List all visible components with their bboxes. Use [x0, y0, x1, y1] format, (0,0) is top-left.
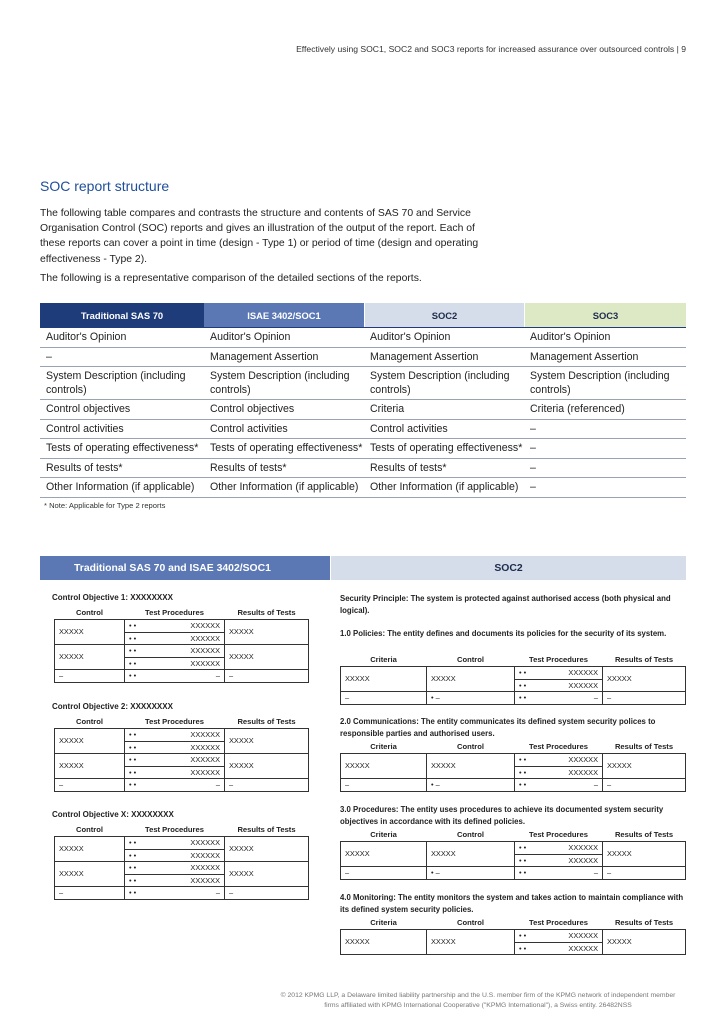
control-cell: XXXXX	[55, 861, 125, 886]
test-procedure-line	[515, 867, 602, 879]
table-row	[341, 778, 686, 791]
soc2-criteria-table	[340, 917, 686, 955]
table-row	[55, 778, 309, 791]
soc2-criteria-table	[340, 741, 686, 792]
footer-line: © 2012 KPMG LLP, a Delaware limited liability partnership and the U.S. member firm of the KPMG network of independent member	[280, 992, 676, 999]
comparison-cell: –	[530, 422, 536, 435]
test-procedure-value: XXXXXX	[190, 730, 220, 739]
control-cell: • –	[427, 691, 515, 704]
criteria-cell: –	[341, 778, 427, 791]
test-procedure-cell	[515, 666, 603, 691]
comparison-cell: Control objectives	[210, 403, 295, 415]
test-procedure-cell	[125, 836, 225, 861]
column-header: Control	[55, 607, 125, 619]
bullet-text: • •	[129, 755, 137, 764]
control-objective-table	[54, 824, 309, 900]
table-header-row	[341, 654, 686, 666]
column-header: Results of Tests	[225, 824, 309, 836]
test-procedure-cell	[125, 778, 225, 791]
test-procedure-line	[125, 645, 224, 657]
comparison-row	[40, 367, 686, 400]
test-procedure-value: XXXXXX	[190, 875, 220, 885]
test-procedure-line	[515, 667, 602, 679]
test-procedure-value: XXXXXX	[190, 838, 220, 847]
comparison-cell: –	[530, 481, 536, 493]
test-procedure-line	[125, 657, 224, 669]
criteria-cell: XXXXX	[341, 753, 427, 778]
test-procedure-value: –	[593, 868, 598, 877]
test-procedure-cell	[125, 619, 225, 644]
comparison-cell: Tests of operating effectiveness*	[210, 442, 363, 454]
test-procedure-value: –	[215, 671, 220, 680]
test-procedure-line	[125, 670, 224, 682]
test-procedure-line	[125, 779, 224, 791]
test-procedure-line	[515, 754, 602, 766]
bullet-text: • •	[519, 668, 527, 677]
table-row	[341, 929, 686, 954]
test-procedure-value: –	[215, 780, 220, 789]
comparison-row	[40, 400, 686, 420]
control-objective-table	[54, 607, 309, 683]
comparison-table	[40, 303, 686, 510]
result-cell: XXXXX	[225, 644, 309, 669]
intro-paragraph: The following is a representative comparison of the detailed sections of the reports.	[40, 272, 422, 284]
test-procedure-line	[515, 942, 602, 954]
soc2-item: 4.0 Monitoring: The entity monitors the system and takes action to maintain compliance with its defined system security policies.	[340, 893, 684, 914]
test-procedure-value: XXXXXX	[190, 658, 220, 668]
result-cell: XXXXX	[603, 929, 686, 954]
bullet-text: • •	[129, 671, 137, 680]
table-row	[55, 753, 309, 778]
column-header: Test Procedures	[515, 654, 603, 666]
bullet-text: • •	[519, 943, 527, 953]
footer-line: firms affiliated with KPMG International Cooperative ("KPMG International"), a Swiss entity. 26482NSS	[324, 1002, 632, 1009]
result-cell: XXXXX	[225, 836, 309, 861]
column-header: Test Procedures	[515, 917, 603, 929]
column-header: Criteria	[341, 829, 427, 841]
table-row	[341, 666, 686, 691]
footer	[262, 991, 694, 1011]
comparison-cell: Criteria	[370, 403, 405, 415]
test-procedure-value: –	[593, 780, 598, 789]
comparison-cell: System Description (including controls)	[210, 370, 350, 396]
section-title: SOC report structure	[40, 178, 170, 194]
test-procedure-line	[125, 741, 224, 753]
test-procedure-line	[125, 754, 224, 766]
column-header: Test Procedures	[125, 716, 225, 728]
column-header: Control	[55, 716, 125, 728]
test-procedure-cell	[125, 669, 225, 682]
header-soc2: SOC2	[364, 303, 524, 327]
table-header-row	[341, 829, 686, 841]
bullet-text: • •	[129, 621, 137, 630]
result-cell: XXXXX	[225, 753, 309, 778]
criteria-cell: XXXXX	[341, 841, 427, 866]
table-header-row	[55, 824, 309, 836]
comparison-cell: Management Assertion	[370, 350, 479, 363]
table-row	[55, 861, 309, 886]
result-cell: –	[225, 886, 309, 899]
comparison-cell: Control activities	[370, 422, 448, 435]
test-procedure-value: XXXXXX	[568, 767, 598, 777]
test-procedure-line	[515, 854, 602, 866]
test-procedure-line	[125, 766, 224, 778]
result-cell: XXXXX	[225, 728, 309, 753]
column-header: Results of Tests	[603, 917, 686, 929]
comparison-cell: –	[530, 442, 536, 454]
test-procedure-line	[125, 729, 224, 741]
intro-paragraph: The following table compares and contrasts the structure and contents of SAS 70 and Service Organisation Control (SOC) reports and gives an illustration of the output of the report. Each of these reports can cover a point in time (design - Type 1) or period of time (design and operating effectiveness - Type 2).	[40, 208, 479, 265]
test-procedure-cell	[515, 929, 603, 954]
test-procedure-line	[125, 862, 224, 874]
test-procedure-cell	[515, 691, 603, 704]
bullet-text: • •	[519, 868, 527, 877]
result-cell: XXXXX	[603, 753, 686, 778]
test-procedure-value: XXXXXX	[568, 855, 598, 865]
column-header: Test Procedures	[515, 829, 603, 841]
table-header-row	[341, 741, 686, 753]
control-cell: –	[55, 669, 125, 682]
column-header: Results of Tests	[603, 829, 686, 841]
bullet-text: • •	[519, 780, 527, 789]
test-procedure-value: XXXXXX	[190, 767, 220, 777]
comparison-row	[40, 439, 686, 459]
control-cell: XXXXX	[55, 836, 125, 861]
soc2-criteria-table	[340, 654, 686, 705]
column-header: Criteria	[341, 917, 427, 929]
control-cell: –	[55, 778, 125, 791]
illustration-band	[40, 556, 686, 580]
test-procedure-value: XXXXXX	[190, 755, 220, 764]
bullet-text: • •	[519, 767, 527, 777]
column-header: Test Procedures	[515, 741, 603, 753]
bullet-text: • •	[129, 850, 137, 860]
comparison-row	[40, 348, 686, 368]
test-procedure-cell	[125, 644, 225, 669]
test-procedure-value: XXXXXX	[568, 668, 598, 677]
test-procedure-line	[125, 849, 224, 861]
control-cell: –	[55, 886, 125, 899]
table-row	[55, 669, 309, 682]
test-procedure-value: XXXXXX	[568, 755, 598, 764]
control-cell: XXXXX	[427, 753, 515, 778]
test-procedure-cell	[515, 866, 603, 879]
bullet-text: • •	[129, 658, 137, 668]
table-row	[55, 644, 309, 669]
bullet-text: • •	[129, 838, 137, 847]
result-cell: XXXXX	[225, 619, 309, 644]
comparison-row	[40, 420, 686, 440]
test-procedure-cell	[515, 778, 603, 791]
comparison-cell: System Description (including controls)	[530, 370, 670, 396]
test-procedure-value: XXXXXX	[190, 850, 220, 860]
test-procedure-cell	[515, 753, 603, 778]
criteria-cell: XXXXX	[341, 929, 427, 954]
comparison-cell: Tests of operating effectiveness*	[46, 442, 199, 454]
test-procedure-value: XXXXXX	[568, 680, 598, 690]
comparison-cell: –	[46, 350, 52, 363]
column-header: Control	[427, 654, 515, 666]
comparison-cell: Management Assertion	[530, 350, 639, 363]
bullet-text: • •	[129, 767, 137, 777]
result-cell: XXXXX	[225, 861, 309, 886]
comparison-cell: Control objectives	[46, 403, 131, 415]
comparison-cell: Auditor's Opinion	[530, 331, 611, 343]
test-procedure-line	[125, 874, 224, 886]
table-row	[341, 753, 686, 778]
control-objective-title: Control Objective 2: XXXXXXXX	[52, 702, 173, 711]
bullet-text: • •	[519, 693, 527, 702]
comparison-cell: Management Assertion	[210, 350, 319, 363]
table-row	[341, 866, 686, 879]
test-procedure-cell	[125, 861, 225, 886]
control-cell: XXXXX	[55, 753, 125, 778]
soc2-item: 3.0 Procedures: The entity uses procedures to achieve its documented system security objectives in accordance with its defined policies.	[340, 805, 664, 826]
control-objective-title: Control Objective 1: XXXXXXXX	[52, 593, 173, 602]
column-header: Results of Tests	[225, 716, 309, 728]
comparison-cell: Results of tests*	[210, 461, 287, 474]
soc2-criteria-table	[340, 829, 686, 880]
control-cell: XXXXX	[427, 666, 515, 691]
test-procedure-value: XXXXXX	[568, 843, 598, 852]
test-procedure-value: XXXXXX	[190, 863, 220, 872]
result-cell: XXXXX	[603, 841, 686, 866]
column-header: Control	[427, 741, 515, 753]
result-cell: –	[225, 778, 309, 791]
test-procedure-line	[125, 837, 224, 849]
column-header: Results of Tests	[603, 654, 686, 666]
test-procedure-line	[125, 620, 224, 632]
control-cell: XXXXX	[55, 728, 125, 753]
criteria-cell: XXXXX	[341, 666, 427, 691]
bullet-text: • •	[519, 755, 527, 764]
control-objective-title: Control Objective X: XXXXXXXX	[52, 810, 174, 819]
test-procedure-line	[125, 632, 224, 644]
test-procedure-value: –	[215, 888, 220, 897]
comparison-cell: Results of tests*	[370, 461, 447, 474]
test-procedure-value: XXXXXX	[190, 633, 220, 643]
criteria-cell: –	[341, 866, 427, 879]
comparison-cell: Results of tests*	[46, 461, 123, 474]
control-objective-table	[54, 716, 309, 792]
table-header-row	[55, 716, 309, 728]
column-header: Results of Tests	[225, 607, 309, 619]
bullet-text: • •	[129, 888, 137, 897]
table-row	[55, 836, 309, 861]
header-soc3: SOC3	[524, 303, 686, 327]
bullet-text: • •	[519, 843, 527, 852]
soc2-item: 2.0 Communications: The entity communicates its defined system security polices to responsible parties and authorised users.	[340, 717, 656, 738]
comparison-cell: Control activities	[46, 422, 124, 435]
column-header: Criteria	[341, 741, 427, 753]
comparison-cell: Other Information (if applicable)	[46, 481, 195, 493]
comparison-body	[40, 327, 686, 498]
intro-text	[40, 206, 500, 290]
control-cell: • –	[427, 866, 515, 879]
comparison-cell: Auditor's Opinion	[46, 331, 127, 343]
running-header: Effectively using SOC1, SOC2 and SOC3 reports for increased assurance over outsourced controls | 9	[296, 44, 686, 54]
test-procedure-cell	[125, 728, 225, 753]
test-procedure-value: XXXXXX	[190, 646, 220, 655]
table-row	[55, 619, 309, 644]
column-header: Control	[427, 917, 515, 929]
test-procedure-cell	[125, 886, 225, 899]
control-cell: XXXXX	[55, 644, 125, 669]
test-procedure-cell	[125, 753, 225, 778]
result-cell: XXXXX	[603, 666, 686, 691]
test-procedure-line	[515, 842, 602, 854]
soc2-item: 1.0 Policies: The entity defines and documents its policies for the security of its system.	[340, 629, 667, 638]
comparison-cell: System Description (including controls)	[370, 370, 510, 396]
header-isae3402-soc1: ISAE 3402/SOC1	[204, 303, 364, 327]
bullet-text: • •	[129, 633, 137, 643]
bullet-text: • •	[129, 875, 137, 885]
bullet-text: • •	[129, 646, 137, 655]
table-header-row	[341, 917, 686, 929]
control-cell: XXXXX	[427, 841, 515, 866]
control-cell: • –	[427, 778, 515, 791]
control-cell: XXXXX	[427, 929, 515, 954]
comparison-row	[40, 327, 686, 348]
control-cell: XXXXX	[55, 619, 125, 644]
result-cell: –	[225, 669, 309, 682]
column-header: Results of Tests	[603, 741, 686, 753]
comparison-note: * Note: Applicable for Type 2 reports	[44, 500, 166, 510]
test-procedure-value: XXXXXX	[568, 943, 598, 953]
table-row	[341, 841, 686, 866]
column-header: Test Procedures	[125, 607, 225, 619]
test-procedure-line	[515, 930, 602, 942]
band-right-title: SOC2	[330, 556, 686, 580]
result-cell: –	[603, 778, 686, 791]
comparison-cell: Criteria (referenced)	[530, 403, 625, 415]
comparison-header-row	[40, 303, 686, 327]
test-procedure-value: XXXXXX	[190, 742, 220, 752]
security-principle: Security Principle: The system is protected against authorised access (both physical and logical).	[340, 594, 671, 615]
column-header: Control	[427, 829, 515, 841]
bullet-text: • •	[129, 780, 137, 789]
bullet-text: • •	[129, 742, 137, 752]
table-row	[55, 728, 309, 753]
comparison-cell: System Description (including controls)	[46, 370, 186, 396]
result-cell: –	[603, 866, 686, 879]
column-header: Test Procedures	[125, 824, 225, 836]
result-cell: –	[603, 691, 686, 704]
table-header-row	[55, 607, 309, 619]
test-procedure-cell	[515, 841, 603, 866]
bullet-text: • •	[129, 863, 137, 872]
comparison-cell: Auditor's Opinion	[370, 331, 451, 343]
comparison-cell: Control activities	[210, 422, 288, 435]
band-left-title: Traditional SAS 70 and ISAE 3402/SOC1	[40, 556, 330, 580]
comparison-cell: –	[530, 461, 536, 474]
test-procedure-value: –	[593, 693, 598, 702]
table-row	[341, 691, 686, 704]
test-procedure-line	[515, 779, 602, 791]
test-procedure-line	[515, 692, 602, 704]
column-header: Control	[55, 824, 125, 836]
comparison-row	[40, 459, 686, 479]
comparison-cell: Other Information (if applicable)	[370, 481, 519, 493]
criteria-cell: –	[341, 691, 427, 704]
column-header: Criteria	[341, 654, 427, 666]
test-procedure-value: XXXXXX	[190, 621, 220, 630]
bullet-text: • •	[519, 680, 527, 690]
comparison-cell: Other Information (if applicable)	[210, 481, 359, 493]
comparison-row	[40, 478, 686, 498]
header-traditional-sas70: Traditional SAS 70	[40, 303, 204, 327]
test-procedure-line	[515, 679, 602, 691]
test-procedure-line	[515, 766, 602, 778]
bullet-text: • •	[519, 855, 527, 865]
comparison-cell: Tests of operating effectiveness*	[370, 442, 523, 454]
test-procedure-line	[125, 887, 224, 899]
test-procedure-value: XXXXXX	[568, 931, 598, 940]
bullet-text: • •	[129, 730, 137, 739]
bullet-text: • •	[519, 931, 527, 940]
comparison-cell: Auditor's Opinion	[210, 331, 291, 343]
table-row	[55, 886, 309, 899]
